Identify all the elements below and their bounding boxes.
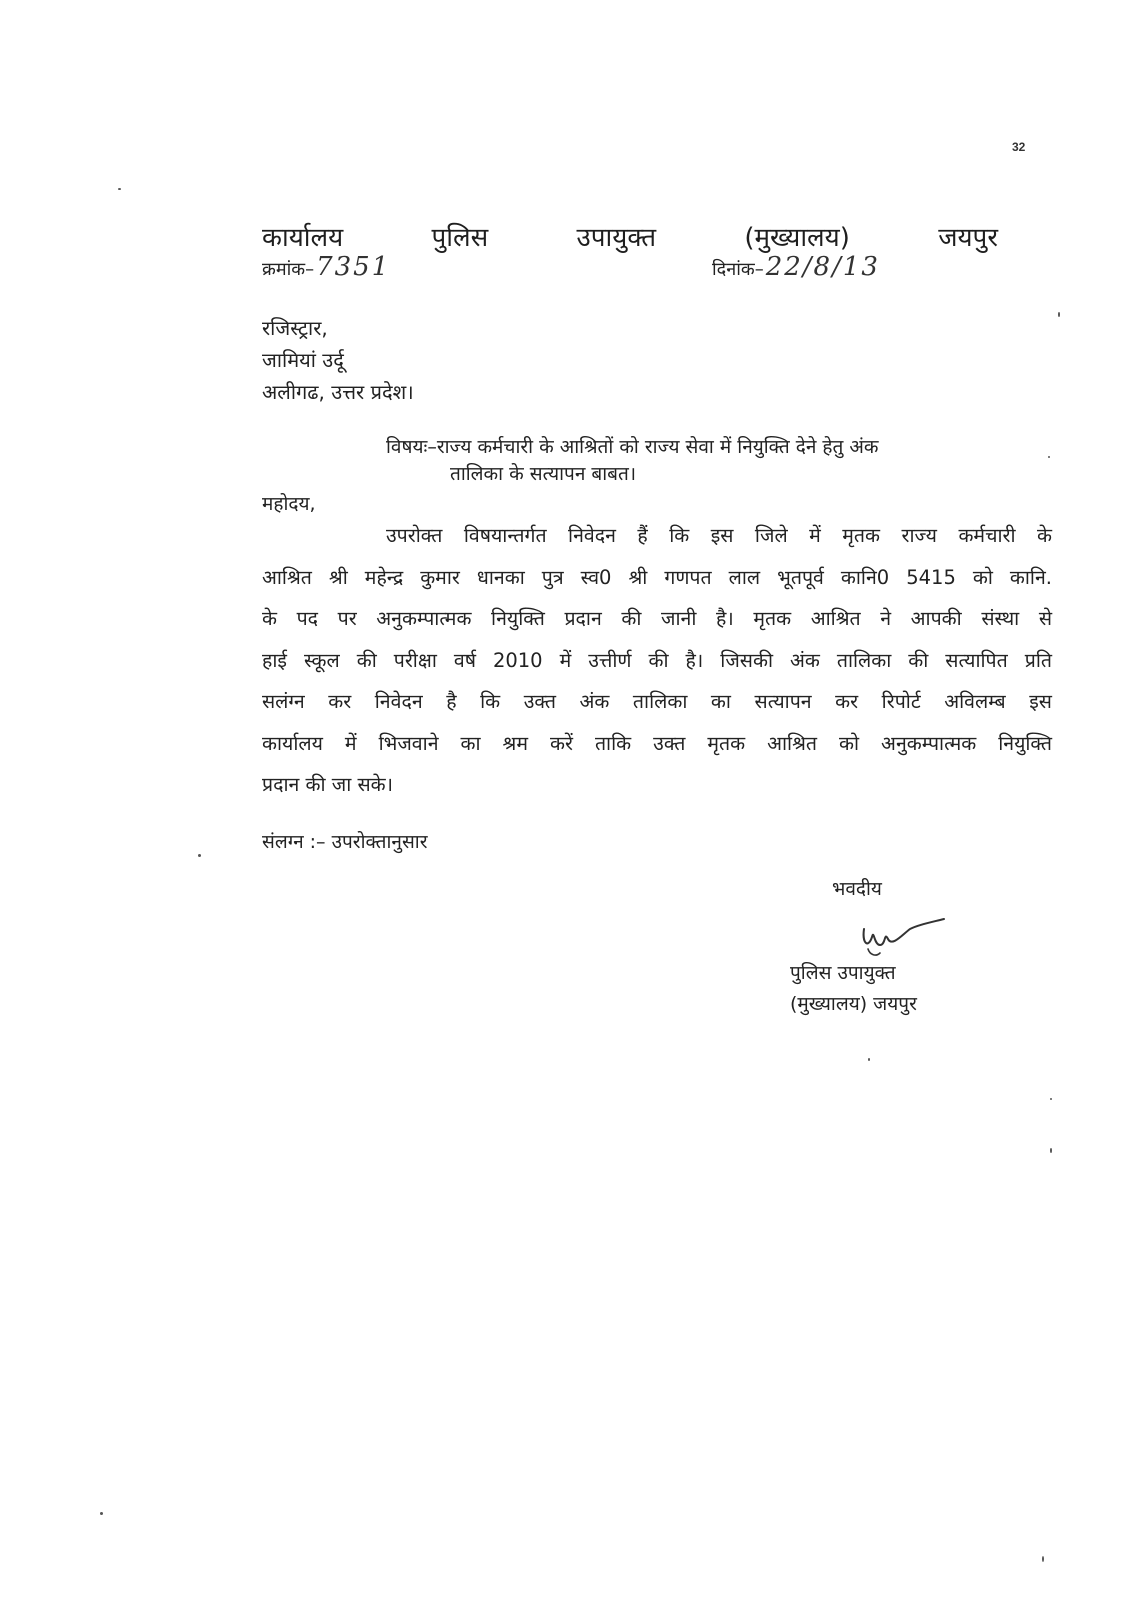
address-line: जामियां उर्दू xyxy=(262,348,344,372)
body-line: प्रदान की जा सके। xyxy=(262,773,394,796)
address-line: अलीगढ, उत्तर प्रदेश। xyxy=(262,380,414,404)
scan-speck xyxy=(100,1512,103,1515)
signatory-block xyxy=(790,958,917,1020)
heading-word-jaipur: जयपुर xyxy=(938,223,998,253)
reference-value-handwritten: 7351 xyxy=(316,252,391,282)
body-line: उपरोक्त विषयान्तर्गत निवेदन हैं कि इस जिले में मृतक राज्य कर्मचारी के xyxy=(386,524,1052,547)
scan-speck xyxy=(1048,456,1050,458)
scan-speck xyxy=(868,1058,870,1061)
salutation: महोदय, xyxy=(262,493,316,515)
body-line: कार्यालय में भिजवाने का श्रम करें ताकि उक्त मृतक आश्रित को अनुकम्पात्मक नियुक्ति xyxy=(262,731,1052,755)
body-line: सलंग्न कर निवेदन है कि उक्त अंक तालिका का सत्यापन कर रिपोर्ट अविलम्ब इस xyxy=(262,690,1052,713)
heading-word-headquarters: (मुख्यालय) xyxy=(744,223,850,253)
date-label: दिनांक– xyxy=(712,259,764,280)
signatory-office: (मुख्यालय) जयपुर xyxy=(790,993,917,1015)
reference-number xyxy=(262,252,390,282)
scan-speck xyxy=(118,188,121,190)
letter-body xyxy=(262,515,1052,806)
scan-speck xyxy=(1042,1556,1044,1562)
letter-date xyxy=(712,252,880,282)
attachment-note: संलग्न :– उपरोक्तानुसार xyxy=(262,831,428,853)
heading-word-deputy-commissioner: उपायुक्त xyxy=(576,223,657,253)
subject-line-1: विषयः–राज्य कर्मचारी के आश्रितों को राज्य सेवा में नियुक्ति देने हेतु अंक xyxy=(386,436,879,458)
recipient-address xyxy=(262,312,414,408)
office-heading xyxy=(262,218,998,254)
valediction: भवदीय xyxy=(832,878,882,900)
heading-word-police: पुलिस xyxy=(431,223,489,253)
handwritten-signature xyxy=(858,915,948,959)
scan-speck xyxy=(198,854,201,857)
subject-line-2: तालिका के सत्यापन बाबत। xyxy=(450,463,637,485)
scan-speck xyxy=(1050,1148,1052,1153)
scan-speck xyxy=(1050,1098,1052,1100)
reference-label: क्रमांक– xyxy=(262,259,315,280)
body-line: के पद पर अनुकम्पात्मक नियुक्ति प्रदान की जानी है। मृतक आश्रित ने आपकी संस्था से xyxy=(262,607,1052,630)
body-line: आश्रित श्री महेन्द्र कुमार धानका पुत्र स्व0 श्री गणपत लाल भूतपूर्व कानि0 5415 को कानि. xyxy=(262,565,1052,589)
heading-word-office: कार्यालय xyxy=(262,223,344,253)
scan-speck xyxy=(1058,312,1060,317)
signatory-designation: पुलिस उपायुक्त xyxy=(790,962,896,984)
address-line: रजिस्ट्रार, xyxy=(262,316,328,340)
body-line: हाई स्कूल की परीक्षा वर्ष 2010 में उत्तीर्ण की है। जिसकी अंक तालिका की सत्यापित प्रति xyxy=(262,648,1052,672)
date-value-handwritten: 22/8/13 xyxy=(765,252,880,282)
subject-block xyxy=(386,434,1046,488)
page-number: 32 xyxy=(1012,140,1026,154)
